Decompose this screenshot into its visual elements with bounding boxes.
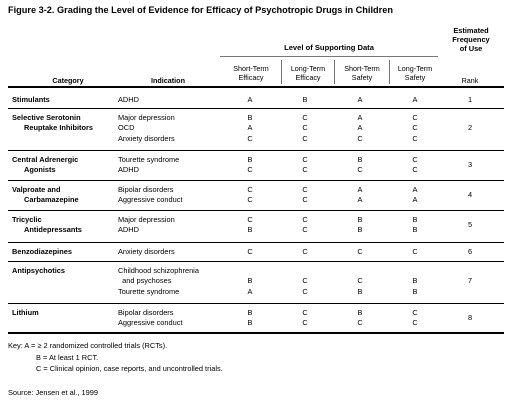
evidence-grade-cell: C [412, 308, 418, 317]
evidence-grade-cell: B [247, 113, 253, 122]
evidence-grade-cell: C [357, 276, 363, 286]
evidence-grade-cell: C [302, 113, 308, 122]
evidence-grade-cell: C [247, 247, 253, 256]
evidence-grade-cell: B [357, 308, 363, 317]
evidence-grade-cell: C [357, 318, 363, 328]
of-use-line: of Use [459, 44, 483, 53]
group-separator-rule [8, 261, 504, 262]
evidence-grade-cell: C [357, 133, 363, 143]
rank-cell: 1 [467, 95, 473, 104]
evidence-grade-cell: C [302, 318, 308, 328]
rank-cell: 6 [467, 247, 473, 256]
evidence-grade-cell: A [357, 113, 363, 122]
category-name: Stimulants [12, 95, 50, 104]
evidence-grade-cell: A [247, 286, 253, 296]
col-header-line: Short-Term [344, 64, 380, 73]
evidence-grade-cell: C [412, 113, 418, 122]
col-header-line: Short-Term [233, 64, 269, 73]
evidence-grade-cell: C [412, 318, 418, 328]
indication-cell: ADHD [118, 225, 139, 235]
evidence-grade-cell: C [302, 195, 308, 205]
evidence-grade-cell: C [247, 185, 253, 194]
category-name: Benzodiazepines [12, 247, 72, 256]
estimated-frequency-header [440, 26, 502, 53]
col-header-line: Efficacy [238, 73, 264, 82]
rank-cell: 5 [467, 220, 473, 230]
rank-header: Rank [461, 76, 479, 85]
category-name: Antidepressants [24, 225, 82, 235]
evidence-grade-cell: C [247, 165, 253, 175]
group-separator-rule [8, 108, 504, 109]
key-line-c: C = Clinical opinion, case reports, and uncontrolled trials. [36, 364, 223, 373]
category-name: Selective Serotonin [12, 113, 81, 122]
evidence-grade-cell: C [302, 286, 308, 296]
evidence-grade-cell: B [357, 155, 363, 164]
evidence-grade-cell: C [302, 133, 308, 143]
level-header-underline [220, 56, 438, 57]
evidence-grade-cell: B [412, 286, 418, 296]
group-separator-rule [8, 242, 504, 243]
indication-cell: Bipolar disorders [118, 308, 174, 317]
category-name: Antipsychotics [12, 266, 65, 275]
key-line-a: Key: A = ≥ 2 randomized controlled trials (RCTs). [8, 341, 168, 350]
evidence-grade-cell: C [302, 155, 308, 164]
evidence-grade-cell: B [357, 215, 363, 224]
indication-cell: Anxiety disorders [118, 133, 175, 143]
evidence-grade-cell: B [247, 308, 253, 317]
evidence-grade-cell: C [412, 247, 418, 256]
evidence-grade-cell: B [247, 318, 253, 328]
evidence-grade-cell: C [357, 165, 363, 175]
indication-cell: Childhood schizophrenia [118, 266, 199, 275]
level-supporting-data-header: Level of Supporting Data [284, 43, 374, 52]
long-term-efficacy-header [282, 64, 334, 82]
category-name: Valproate and [12, 185, 61, 194]
indication-cell: and psychoses [118, 276, 172, 286]
evidence-grade-cell: C [302, 123, 308, 133]
evidence-grade-cell: C [302, 185, 308, 194]
col-header-line: Safety [351, 73, 373, 82]
evidence-grade-cell: B [302, 95, 308, 104]
evidence-grade-cell: A [357, 185, 363, 194]
evidence-grade-cell: A [412, 185, 418, 194]
indication-cell: Anxiety disorders [118, 247, 175, 256]
category-header: Category [52, 76, 84, 85]
evidence-grade-cell: B [357, 286, 363, 296]
evidence-grade-cell: A [412, 195, 418, 205]
evidence-grade-cell: C [302, 276, 308, 286]
rank-cell: 7 [467, 276, 473, 286]
evidence-grade-cell: C [412, 133, 418, 143]
indication-cell: ADHD [118, 165, 139, 175]
evidence-grade-cell: A [247, 123, 253, 133]
col-header-line: Safety [404, 73, 426, 82]
rank-cell: 3 [467, 160, 473, 170]
evidence-grade-cell: C [302, 225, 308, 235]
evidence-grade-cell: C [412, 123, 418, 133]
indication-cell: Bipolar disorders [118, 185, 174, 194]
evidence-grade-cell: C [247, 195, 253, 205]
evidence-grade-cell: A [357, 123, 363, 133]
group-separator-rule [8, 150, 504, 151]
group-separator-rule [8, 180, 504, 181]
short-term-safety-header [335, 64, 389, 82]
evidence-grade-cell: C [302, 308, 308, 317]
evidence-grade-cell: B [247, 225, 253, 235]
indication-cell: Major depression [118, 215, 175, 224]
evidence-grade-cell: A [357, 95, 363, 104]
group-separator-rule [8, 303, 504, 304]
evidence-grade-cell: C [302, 215, 308, 224]
source-note: Source: Jensen et al., 1999 [8, 388, 98, 397]
evidence-grade-cell: C [412, 155, 418, 164]
indication-cell: Aggressive conduct [118, 195, 183, 205]
col-header-line: Efficacy [295, 73, 321, 82]
long-term-safety-header [390, 64, 440, 82]
indication-cell: OCD [118, 123, 135, 133]
evidence-grade-cell: C [302, 247, 308, 256]
short-term-efficacy-header [223, 64, 279, 82]
category-name: Lithium [12, 308, 39, 317]
category-name: Carbamazepine [24, 195, 79, 205]
evidence-grade-cell: A [412, 95, 418, 104]
indication-cell: Major depression [118, 113, 175, 122]
evidence-grade-cell: B [247, 155, 253, 164]
col-header-line: Long-Term [397, 64, 433, 73]
rank-cell: 2 [467, 123, 473, 133]
indication-cell: Tourette syndrome [118, 286, 180, 296]
header-bottom-rule [8, 86, 504, 88]
category-name: Central Adrenergic [12, 155, 79, 164]
estimated-line: Estimated [453, 26, 489, 35]
evidence-grade-cell: B [412, 225, 418, 235]
evidence-grade-cell: C [357, 247, 363, 256]
evidence-grade-cell: B [357, 225, 363, 235]
evidence-grade-cell: B [412, 276, 418, 286]
evidence-grade-cell: A [357, 195, 363, 205]
evidence-grade-cell: B [412, 215, 418, 224]
indication-header: Indication [151, 76, 185, 85]
evidence-grade-cell: B [247, 276, 253, 286]
evidence-grade-cell: C [302, 165, 308, 175]
rank-cell: 8 [467, 313, 473, 323]
category-name: Agonists [24, 165, 56, 175]
rank-cell: 4 [467, 190, 473, 200]
evidence-grade-cell: A [247, 95, 253, 104]
key-line-b: B = At least 1 RCT. [36, 353, 99, 362]
frequency-line: Frequency [452, 35, 490, 44]
indication-cell: Aggressive conduct [118, 318, 183, 328]
indication-cell: Tourette syndrome [118, 155, 180, 164]
evidence-grade-cell: C [412, 165, 418, 175]
evidence-grade-cell: C [247, 215, 253, 224]
indication-cell: ADHD [118, 95, 139, 104]
evidence-grade-cell: C [247, 133, 253, 143]
col-header-line: Long-Term [290, 64, 326, 73]
group-separator-rule [8, 210, 504, 211]
figure-title: Figure 3-2. Grading the Level of Evidence for Efficacy of Psychotropic Drugs in Children [8, 5, 393, 15]
category-name: Reuptake Inhibitors [24, 123, 93, 133]
category-name: Tricyclic [12, 215, 42, 224]
table-bottom-rule [8, 332, 504, 334]
